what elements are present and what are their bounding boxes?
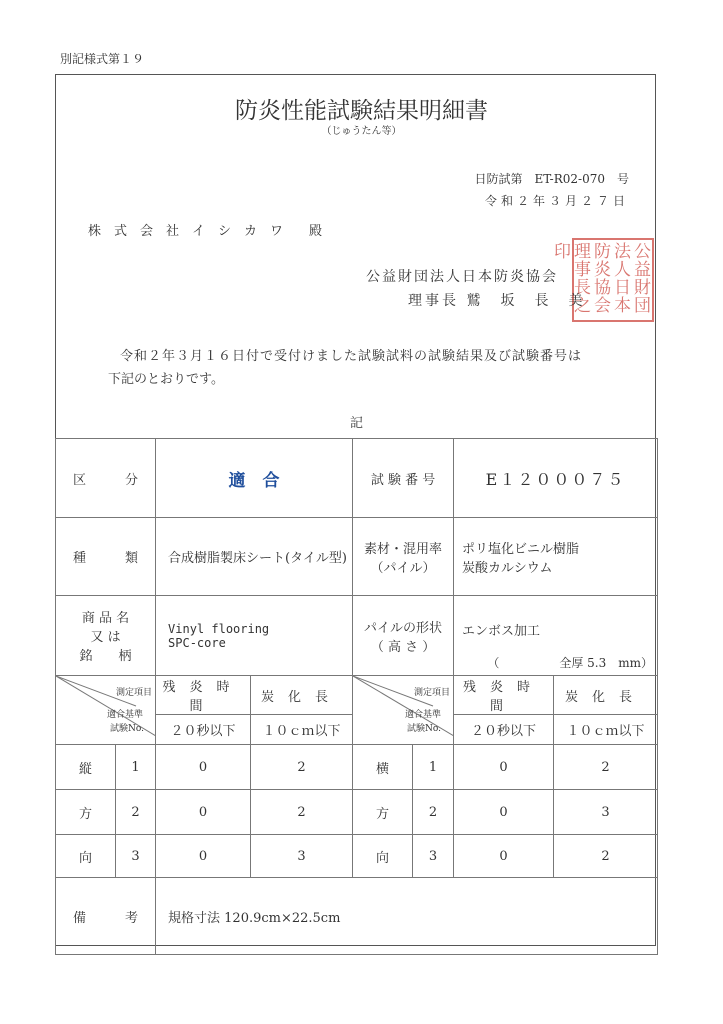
body-text-line-1: 令和２年３月１６日付で受付けました試験試料の試験結果及び試験番号は — [120, 349, 583, 364]
horizontal-label: 向 — [353, 835, 413, 878]
classification-label: 区 分 — [56, 439, 156, 518]
afterflame-criteria: ２０秒以下 — [156, 715, 251, 745]
horizontal-char: 2 — [554, 835, 658, 878]
vertical-afterflame: 0 — [156, 790, 251, 835]
char-length-header: 炭化長 — [251, 676, 353, 715]
type-value: 合成樹脂製床シート(タイル型) — [156, 518, 353, 596]
test-no-label: 試験No. — [110, 724, 144, 734]
addressee: 株 式 会 社 イ シ カ ワ 殿 — [88, 224, 323, 239]
afterflame-header: 残炎時間 — [156, 676, 251, 715]
pile-value-cell — [454, 596, 658, 676]
pile-label-1: パイルの形状 — [364, 620, 443, 636]
horizontal-label: 方 — [353, 790, 413, 835]
horizontal-char: 2 — [554, 745, 658, 790]
material-label — [353, 518, 454, 596]
material-label-2: （パイル） — [370, 560, 436, 576]
vertical-afterflame: 0 — [156, 745, 251, 790]
header-diagonal-left — [56, 676, 156, 745]
classification-value: 適 合 — [156, 439, 353, 518]
product-label — [56, 596, 156, 676]
product-label-1: 商 品 名 — [81, 611, 130, 626]
material-value — [454, 518, 658, 596]
vertical-afterflame: 0 — [156, 835, 251, 878]
char-criteria: １０ｃｍ以下 — [251, 715, 353, 745]
test-number-value: E１２０００７５ — [454, 439, 658, 518]
official-seal: 公益財団法人日本防炎協会理事長之印 — [572, 238, 654, 322]
material-label-1: 素材・混用率 — [364, 541, 443, 557]
vertical-label: 縦 — [56, 745, 116, 790]
product-value — [156, 596, 353, 676]
material-value-2: 炭酸カルシウム — [462, 560, 553, 576]
vertical-char: 2 — [251, 745, 353, 790]
total-thickness: （ 全厚 5.3 mm） — [487, 656, 654, 670]
horizontal-afterflame: 0 — [454, 835, 554, 878]
ki-marker: 記 — [350, 416, 364, 431]
char-criteria: １０ｃｍ以下 — [554, 715, 658, 745]
test-no: 3 — [413, 835, 454, 878]
product-value-2: SPC-core — [168, 635, 226, 650]
remarks-value: 規格寸法 120.9cm×22.5cm — [156, 878, 658, 955]
vertical-label: 向 — [56, 835, 116, 878]
form-number: 別記様式第１９ — [60, 52, 145, 66]
issuer-name: 理事長 鷲 坂 長 美 — [408, 293, 586, 309]
table-row — [56, 790, 658, 835]
criteria-label: 適合基準 — [405, 710, 442, 720]
horizontal-label: 横 — [353, 745, 413, 790]
horizontal-afterflame: 0 — [454, 790, 554, 835]
pile-label — [353, 596, 454, 676]
test-no-label: 試験No. — [407, 724, 442, 734]
subtitle: （じゅうたん等） — [321, 126, 402, 137]
issuer-organization: 公益財団法人日本防炎協会 — [366, 269, 558, 285]
afterflame-criteria: ２０秒以下 — [454, 715, 554, 745]
test-number-label: 試 験 番 号 — [353, 439, 454, 518]
horizontal-afterflame: 0 — [454, 745, 554, 790]
results-table — [55, 438, 658, 955]
table-row — [56, 835, 658, 878]
horizontal-char: 3 — [554, 790, 658, 835]
product-label-2: 又 は — [90, 630, 121, 645]
char-length-header: 炭化長 — [554, 676, 658, 715]
measure-item-label: 測定項目 — [414, 688, 451, 698]
header-diagonal-right — [353, 676, 454, 745]
type-label: 種 類 — [56, 518, 156, 596]
remarks-label: 備 考 — [56, 878, 156, 955]
test-no: 1 — [116, 745, 156, 790]
test-no: 2 — [413, 790, 454, 835]
pile-value: エンボス加工 — [462, 624, 541, 639]
product-value-1: Vinyl flooring — [168, 621, 270, 636]
measure-item-label: 測定項目 — [116, 688, 153, 698]
body-text-line-2: 下記のとおりです。 — [108, 372, 224, 387]
product-label-3: 銘 柄 — [79, 649, 132, 664]
criteria-label: 適合基準 — [107, 710, 144, 720]
material-value-1: ポリ塩化ビニル樹脂 — [462, 541, 580, 557]
afterflame-header: 残炎時間 — [454, 676, 554, 715]
vertical-char: 2 — [251, 790, 353, 835]
table-row — [56, 745, 658, 790]
page-title: 防炎性能試験結果明細書 — [235, 98, 488, 124]
vertical-char: 3 — [251, 835, 353, 878]
test-no: 3 — [116, 835, 156, 878]
test-no: 1 — [413, 745, 454, 790]
document-number: 日防試第 ET-R02-070 号 — [474, 172, 629, 186]
test-no: 2 — [116, 790, 156, 835]
vertical-label: 方 — [56, 790, 116, 835]
issue-date: 令和２年３月２７日 — [484, 194, 629, 208]
pile-label-2: （ 高 さ ） — [370, 639, 436, 655]
